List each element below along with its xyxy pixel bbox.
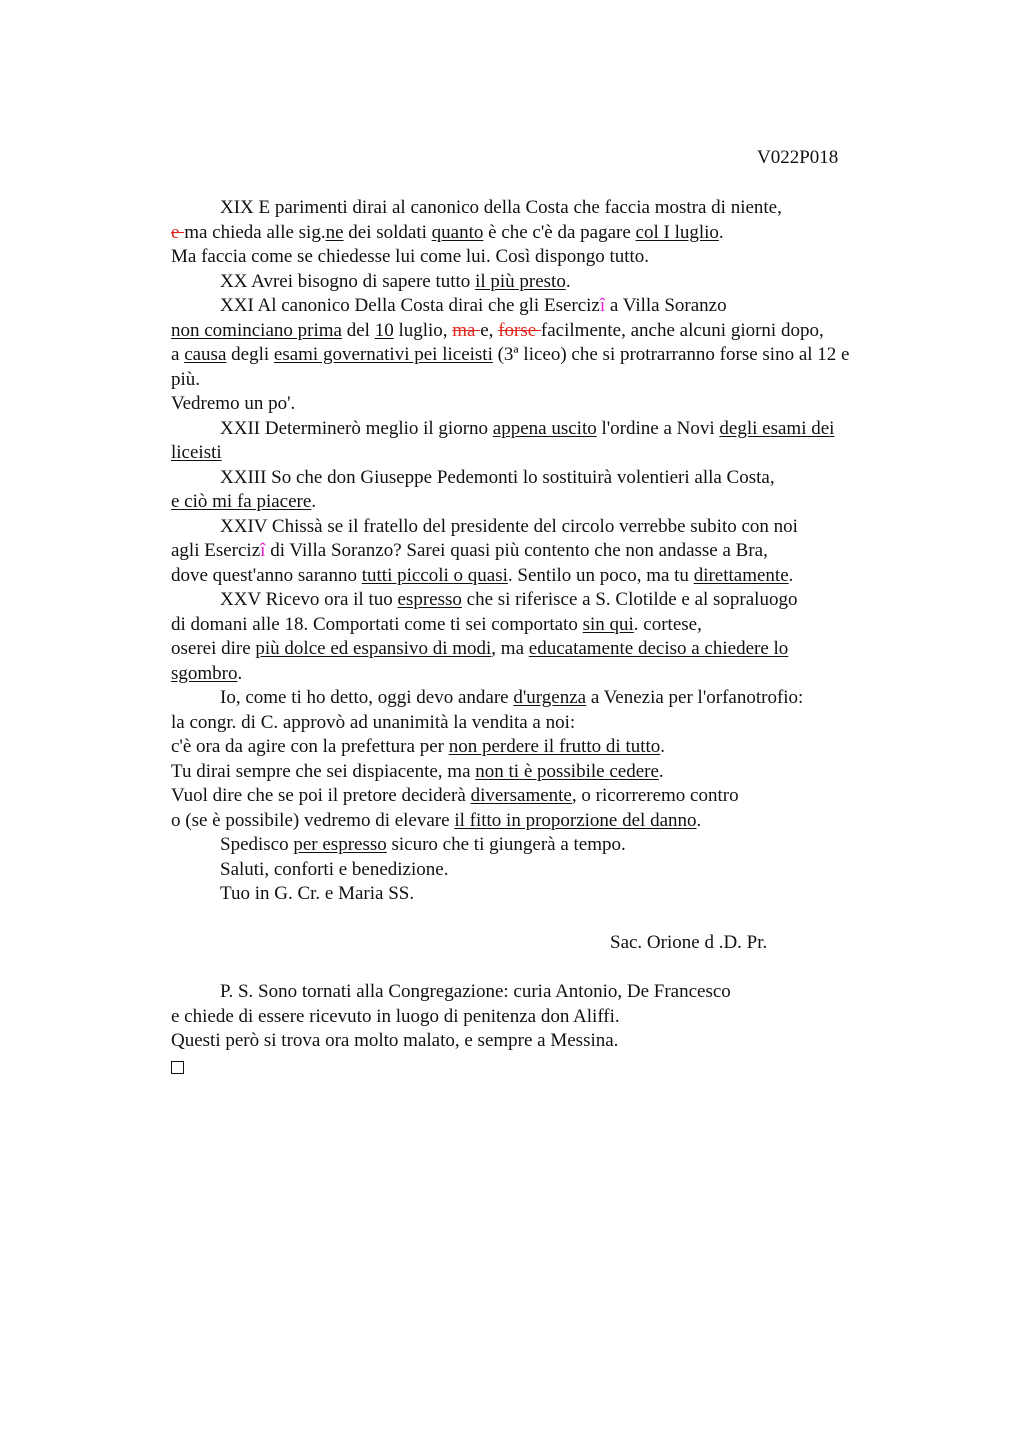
text-line: Tuo in G. Cr. e Maria SS. xyxy=(220,883,415,904)
text-line: Saluti, conforti e benedizione. xyxy=(220,858,449,880)
end-marker xyxy=(171,1054,971,1079)
deleted-text: ma xyxy=(452,319,481,341)
page-id: V022P018 xyxy=(757,147,839,168)
text-line: a causa degli esami governativi pei liceisti (3ª liceo) che si protrarranno forse sino al 12 e xyxy=(171,344,850,365)
signature: Sac. Orione d .D. Pr. xyxy=(610,932,768,953)
text-line: Tu dirai sempre che sei dispiacente, ma non ti è possibile cedere. xyxy=(171,760,664,782)
text-line: agli Esercizî di Villa Soranzo? Sarei quasi più contento che non andasse a Bra, xyxy=(171,540,768,561)
text-line: la congr. di C. approvò ad unanimità la vendita a noi: xyxy=(171,711,576,733)
text-line: XIX E parimenti dirai al canonico della Costa che faccia mostra di niente, xyxy=(220,197,782,218)
text-line: dove quest'anno saranno tutti piccoli o quasi. Sentilo un poco, ma tu direttamente. xyxy=(171,564,794,586)
text-line: o (se è possibile) vedremo di elevare il fitto in proporzione del danno. xyxy=(171,809,702,831)
text-line: oserei dire più dolce ed espansivo di modi, ma educatamente deciso a chiedere lo xyxy=(171,638,789,659)
square-icon xyxy=(171,1061,184,1074)
text-line: Vedremo un po'. xyxy=(171,393,296,414)
postscript-line: Questi però si trova ora molto malato, e sempre a Messina. xyxy=(171,1030,619,1051)
text-line: sgombro. xyxy=(171,662,243,684)
text-line: XXII Determinerò meglio il giorno appena uscito l'ordine a Novi degli esami dei xyxy=(220,417,835,439)
text-line: XXIII So che don Giuseppe Pedemonti lo sostituirà volentieri alla Costa, xyxy=(220,466,775,488)
text-line: Ma faccia come se chiedesse lui come lui. Così dispongo tutto. xyxy=(171,246,650,267)
text-line: e ciò mi fa piacere. xyxy=(171,491,317,512)
postscript-line: P. S. Sono tornati alla Congregazione: curia Antonio, De Francesco xyxy=(220,981,731,1002)
text-line: Spedisco per espresso sicuro che ti giungerà a tempo. xyxy=(220,834,626,855)
text-line: di domani alle 18. Comportati come ti sei comportato sin qui. cortese, xyxy=(171,613,702,635)
postscript-line: e chiede di essere ricevuto in luogo di penitenza don Aliffi. xyxy=(171,1005,620,1027)
deleted-text: e xyxy=(171,221,185,243)
text-line: XXIV Chissà se il fratello del presidente del circolo verrebbe subito con noi xyxy=(220,515,798,537)
text-line: Io, come ti ho detto, oggi devo andare d'urgenza a Venezia per l'orfanotrofio: xyxy=(220,687,804,708)
text-line: non cominciano prima del 10 luglio, ma e, forse facilmente, anche alcuni giorni dopo, xyxy=(171,319,824,341)
text-line: XXI Al canonico Della Costa dirai che gli Esercizî a Villa Soranzo xyxy=(220,295,727,316)
text-line: liceisti xyxy=(171,442,222,463)
text-line: e ma chieda alle sig.ne dei soldati quanto è che c'è da pagare col I luglio. xyxy=(171,221,724,243)
text-line: XXV Ricevo ora il tuo espresso che si riferisce a S. Clotilde e al sopraluogo xyxy=(220,589,798,610)
text-line: c'è ora da agire con la prefettura per non perdere il frutto di tutto. xyxy=(171,736,666,757)
letter-body xyxy=(171,196,971,1078)
blank-line xyxy=(171,907,971,932)
text-line: Vuol dire che se poi il pretore deciderà diversamente, o ricorreremo contro xyxy=(171,785,739,806)
text-line: più. xyxy=(171,368,201,390)
deleted-text: forse xyxy=(498,319,541,341)
blank-line xyxy=(171,956,971,981)
text-line: XX Avrei bisogno di sapere tutto il più presto. xyxy=(220,270,571,292)
